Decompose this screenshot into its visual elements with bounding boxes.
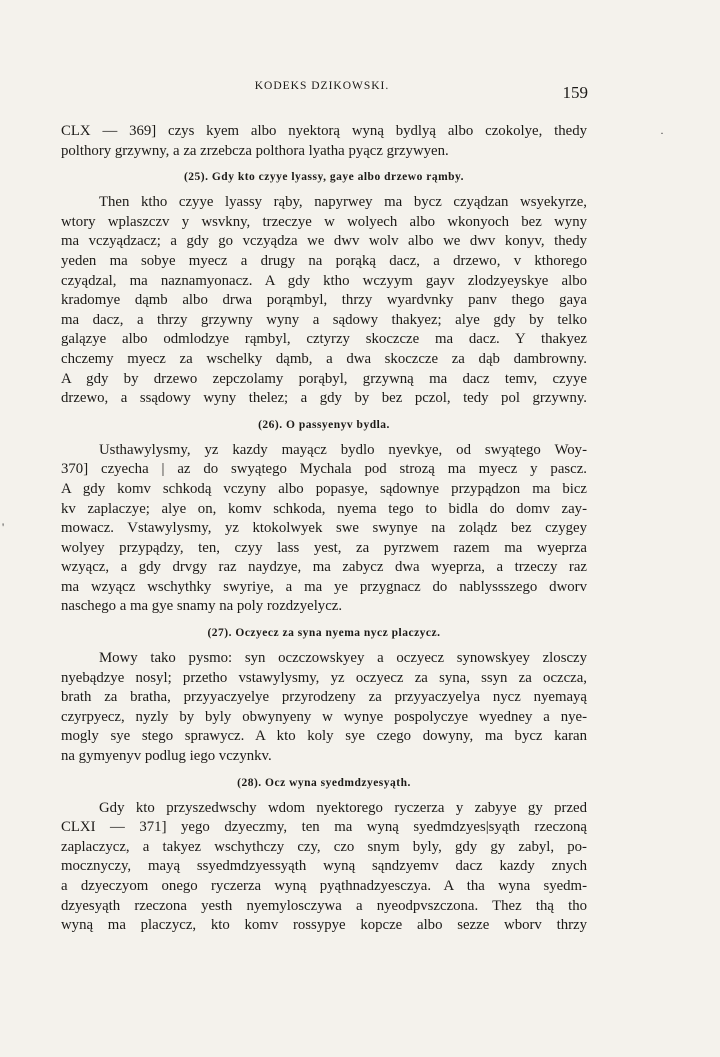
text-line: mogly sye stego sprawycz. A kto koly sye czego dowyny, ma bycz karan [61, 728, 587, 745]
section-heading-25: (25). Gdy kto czyye lyassy, gaye albo drzewo rąmby. [183, 171, 465, 184]
running-head: KODEKS DZIKOWSKI. [254, 80, 390, 92]
text-line: wzyącz, a gdy drvgy raz naydzye, ma zabycz dwa wyeprza, a trzeczy raz [61, 559, 587, 576]
text-line: 370] czyecha | az do swyątego Mychala pod strozą ma myecz y pascz. [61, 461, 587, 478]
text-line: mocznyczy, mayą ssyedmdzyessyąth wyną sąndzyemv dacz kazdy znych [61, 858, 587, 875]
text-line: kv zaplaczye; alye on, komv schkoda, nyema tego to bidla do domv zay- [61, 500, 587, 517]
text-line: Then ktho czyye lyassy rąby, napyrwey ma bycz czyądzan wsyekyrze, [99, 194, 587, 211]
text-line: brath za bratha, przyyaczyelye przyrodzeny za przyyaczyelya nycz nyemayą [61, 689, 587, 706]
text-line: wyną ma placzycz, kto komv rossypye kopcze albo sezze wborv thrzy [61, 917, 587, 934]
text-line: yeden ma sobye myecz a drugy na porąką dacz, a drzewo, v kthorego [61, 252, 587, 269]
text-block [61, 122, 587, 936]
scan-speck: · [660, 126, 664, 140]
section-heading-27: (27). Oczyecz za syna nyema nycz placzycz. [207, 627, 441, 640]
text-line: nyebądzye nosyl; przetho vstawylysmy, yz oczyecz za syna, ssyn za oczcza, [61, 669, 587, 686]
text-line: kradomye dąmb albo drwa porąmbyl, thrzy wyardvnky panv thego gaya [61, 292, 587, 309]
paragraph-25 [61, 193, 587, 409]
text-line: ma dacz, a thrzy grzywny wyny a sądowy thakyez; alye gdy by telko [61, 311, 587, 328]
paragraph-27 [61, 649, 587, 767]
section-heading-26: (26). O passyenyv bydla. [258, 418, 390, 431]
text-line: Usthawylysmy, yz kazdy mayącz bydlo nyevkye, od swyątego Woy- [99, 441, 587, 458]
text-line: A gdy by drzewo zepczolamy porąbyl, grzywną ma dacz temv, czyye [61, 370, 587, 387]
section-heading-28: (28). Ocz wyna syedmdzyesyąth. [237, 776, 411, 789]
text-line: a dzyeczyom onego ryczerza wyną pyąthnadzyesczya. A tha wyna syedm- [61, 878, 587, 894]
text-line: zaplaczycz, a takyez wschythczy czy, czo snym byly, gdy gy zabyl, po- [61, 838, 587, 855]
text-line: ma wzyącz wschythky swyriye, a ma ye przygnacz do nablyssszego dworv [61, 578, 587, 595]
text-line: ma vczyądzacz; a gdy go vczyądza we dwv wolv albo we dwv konyv, thedy [61, 233, 587, 250]
paragraph-intro [61, 122, 587, 161]
text-line: wolyey przypądzy, ten, czyy lass yest, za pyrzwem razem ma wyeprza [61, 539, 587, 556]
text-line: CLXI — 371] yego dzyeczmy, ten ma wyną syedmdzyes|syąth rzeczoną [61, 819, 587, 836]
text-line: wtory wplaszczv y wsvkny, trzeczye w wolyech albo wkonyoch bez wyny [61, 213, 587, 230]
text-line: dzyesyąth rzeczona yesth nyemylosczywa a nyeodpvszczona. Thez thą tho [61, 897, 587, 914]
text-line: polthory grzywny, a za zrzebcza polthora lyatha pyącz grzywyen. [61, 142, 449, 159]
text-line: A gdy komv schkodą vczyny albo popasye, sądownye przypądzon ma bicz [61, 480, 587, 497]
scan-speck: ' [2, 520, 5, 534]
paragraph-26 [61, 441, 587, 617]
text-line: Mowy tako pysmo: syn oczczowskyey a oczyecz synowskyey zlosczy [99, 650, 587, 667]
page-number: 159 [562, 83, 588, 102]
text-line: czyądzal, ma naznamyonacz. A gdy ktho wczyym gayv zlodzyeyskye albo [61, 272, 587, 289]
text-line: chczemy myecz za wschelky dąmb, a dwa skoczcze za dąb dambrowny. [61, 350, 587, 367]
text-line: mowacz. Vstawylysmy, yz ktokolwyek swe swynye na zolądz bez czygey [61, 520, 587, 537]
text-line: czyrpyecz, nyzly by byly obwynyeny w wynye pospolyczye wyedney a nye- [61, 708, 587, 725]
text-line: naschego a ma gye snamy na poly rozdzyelycz. [61, 598, 343, 615]
paragraph-28 [61, 799, 587, 936]
text-line: CLX — 369] czys kyem albo nyektorą wyną bydlyą albo czokolye, thedy [61, 123, 587, 139]
text-line: drzewo, a ssądowy wyny thelez; a gdy by bez pczol, tedy pol grzywny. [61, 390, 587, 407]
text-line: na gymyenyv podlug iego vczynkv. [61, 748, 272, 765]
text-line: galązye albo odmlodzye rąmbyl, cztyrzy skoczcze ma dacz. Y thakyez [61, 331, 587, 348]
text-line: Gdy kto przyszedwschy wdom nyektorego ryczerza y zabyye gy przed [99, 799, 587, 816]
